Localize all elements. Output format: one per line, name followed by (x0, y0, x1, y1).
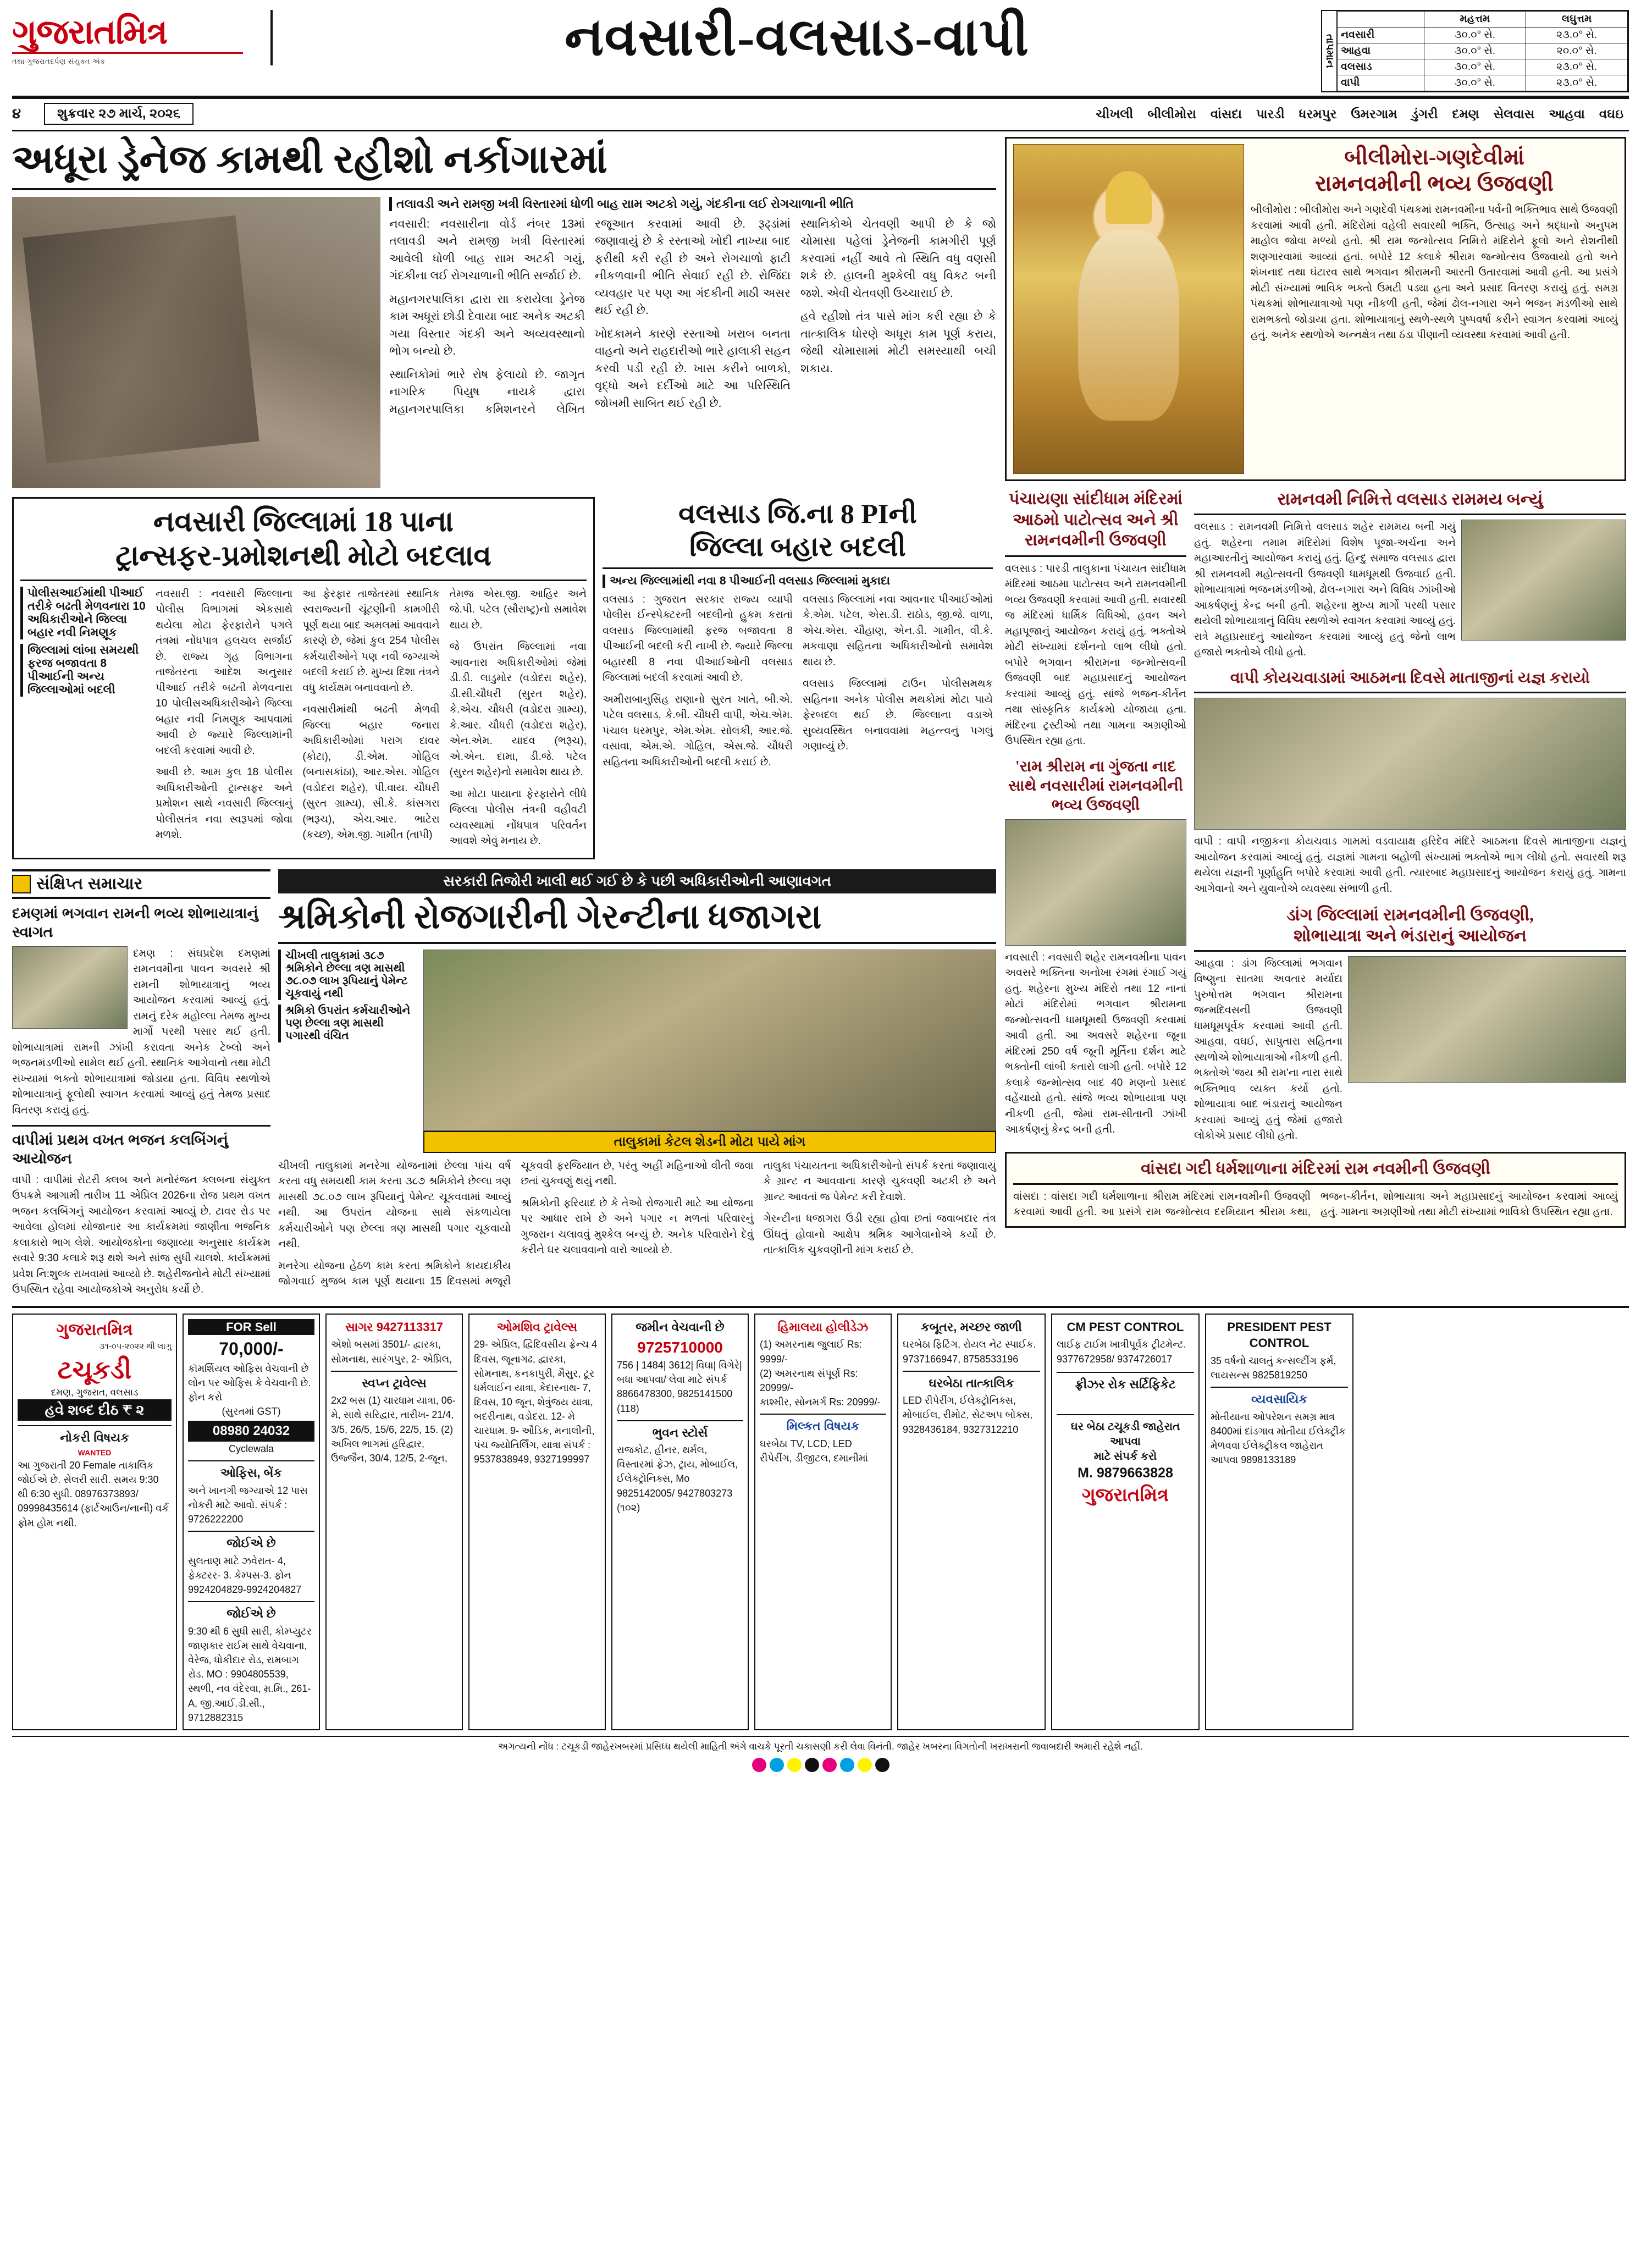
right-column (1005, 137, 1626, 1298)
panchayat-text: વલસાડ : પારડી તાલુકાના પંચાયત સાંદીધામ મંદિરમાં આઠમા પાટોત્સવ અને રામનવમીની ભવ્ય ઉજવણી કરવામાં આવી હતી. સવારથી જ મંદિરમાં ધાર્મિક વિધિઓ, હવન અને મહાપૂજાનું આયોજન કરાયું હતું. ભક્તોએ મોટી સંખ્યામાં દર્શનનો લાભ લીધો હતો. બપોરે ભગવાન શ્રીરામના જન્મોત્સવની ઉજવણી બાદ મહાપ્રસાદનું આયોજન કરવામાં આવ્યું હતું. સાંજે ભજન-કીર્તન તથા સાંસ્કૃતિક કાર્યક્રમો યોજાયા હતા. મંદિરના ટ્રસ્ટીઓ તથા ગામના અગ્રણીઓ ઉપસ્થિત રહ્યા હતા. (1005, 562, 1186, 747)
edition-item[interactable]: વઘઇ (1599, 106, 1623, 121)
paragraph: સ્થાનિકોએ ચેતવણી આપી છે કે જો ચોમાસા પહેલાં ડ્રેનેજની કામગીરી પૂર્ણ કરવામાં નહીં આવે તો સ્થિતિ વધુ વણસી શકે છે. હાલની મુશ્કેલી વધુ વિકટ બની જશે. એવી ચેતવણી ઉચ્ચારાઈ છે. (800, 217, 996, 300)
for-sell-subnote: (સુરતમાં GST) (222, 1405, 281, 1417)
paragraph: મહાનગરપાલિકા દ્વારા રાા કરાયેલા ડ્રેનેજ કામ અધૂરાં છોડી દેવાયા બાદ અનેક અટકી ગયા વિસ્તાર ગંદકી અને અવ્યવસ્થાનો ભોગ બન્યો છે. (389, 293, 585, 358)
right-mid-block (1005, 489, 1626, 1144)
transfer-kicker-2: જિલ્લામાં લાંબા સમયથી ફરજ બજાવતા 8 પીઆઈની અન્ય જિલ્લાઓમાં બદલી (20, 644, 147, 697)
builders-text: ઘરબેઠા TV, LCD, LED રીપેરીંગ, ડીજીટલ, દમાનીમાં (760, 1438, 869, 1464)
labour-topbar: સરકારી તિજોરી ખાલી થઈ ગઈ છે કે પછી અધિકારીઓની આણાવગત (278, 869, 996, 893)
valsad-ramnavmi-story (1194, 489, 1626, 1144)
gunja-text: નવસારી : નવસારી શહેર રામનવમીના પાવન અવસરે ભક્તિના અનોખા રંગમાં રંગાઈ ગયું હતું. શહેરના મુખ્ય મંદિરો તથા 12 નાનાં મોટાં મંદિરોમાં ભગવાન શ્રીરામના જન્મોત્સવની ધામધૂમથી ઉજવણી કરવામાં આવી હતી. આ અવસરે શહેરના જૂના મંદિરમાં 250 વર્ષ જૂની મૂર્તિના દર્શન માટે ભક્તોની લાંબી કતારો લાગી હતી. બપોરે 12 કલાકે જન્મોત્સવ બાદ 40 મણનો પ્રસાદ વહેંચાયો હતો. સાંજે ભવ્ય શોભાયાત્રા પણ નીકળી હતી, જેમાં રામ-સીતાની ઝાંખી આકર્ષણનું કેન્દ્ર બની હતી. (1005, 951, 1186, 1135)
travel-subtitle-1: સ્વપ્ન ટ્રાવેલ્સ (331, 1371, 457, 1392)
travel-ad-2 (468, 1314, 606, 1730)
valsad-title-line2: જિલ્લા બહાર બદલી (689, 531, 906, 562)
transfer-body (156, 587, 587, 852)
lead-story (12, 197, 996, 488)
publication-logo (12, 10, 270, 66)
temp-col-min: લઘુત્તમ (1526, 12, 1628, 27)
temp-max: ૩૦.૦° સે. (1424, 75, 1526, 91)
logo-subtitle: તથા ગુજરાતદર્પણ સંયુક્ત અંક (12, 57, 106, 65)
edition-list (203, 107, 1629, 122)
section-marker-icon (12, 875, 31, 893)
temp-max: ૩૦.૦° સે. (1424, 59, 1526, 75)
wanted-badge: WANTED (78, 1448, 112, 1458)
bilimora-text: બીલીમોરા : બીલીમોરા અને ગણદેવી પંથકમાં રામનવમીના પર્વની ભક્તિભાવ સાથે ઉજવણી કરવામાં આવી હતી. મંદિરોમાં વહેલી સવારથી ભક્તિ, ઉત્સાહ અને શ્રદ્ધાનો અનુપમ માહોલ જોવા મળ્યો હતો. શ્રી રામ જન્મોત્સવ નિમિત્તે મંદિરોને ફૂલો અને રોશનીથી શણગારવામાં આવ્યાં હતાં. બપોરે 12 કલાકે શ્રીરામ જન્મોત્સવ ઉજવાયો હતો અને શંખનાદ તથા ઘંટારવ સાથે ભગવાન શ્રીરામની આરતી ઉતારવામાં આવી હતી. આ પ્રસંગે મોટી સંખ્યામાં ભાવિક ભક્તો ઉમટી પડ્યા હતા અને પ્રસાદ વિતરણ કરાયું હતું. સમગ્ર પંથકમાં શોભાયાત્રાઓ પણ નીકળી હતી, જેમાં ઢોલ-નગારા અને ભજન મંડળીઓ સાથે રામભક્તો જોડાયા હતા. શોભાયાત્રાનું સ્થળે-સ્થળે પુષ્પવર્ષા કરીને સ્વાગત કરવામાં આવ્યું હતું. અનેક સ્થળોએ અન્નક્ષેત્ર તથા ઠંડા પીણાની વ્યવસ્થા કરવામાં આવી હતી. (1251, 204, 1618, 341)
joieye-text-2: 9:30 થી 6 સુધી સારી, કોમ્પ્યુટર જાણકાર રાઈમ સાથે વેચવાના, વેરેજ, ધોકીદાર રોડ, રામબાગ રોડ. MO : 9904805539, સ્થળી, નવ વંદેરવા, મ્ર.મિ., 261- A, જી.આઈ.ડી.સી., 9712882315 (188, 1626, 312, 1723)
temp-max: ૩૦.૦° સે. (1424, 43, 1526, 59)
holiday-line-3: કાશ્મીર, સોનમર્ગ Rs: 20999/- (760, 1396, 881, 1408)
paragraph: નવસારીમાંથી બઢતી મેળવી જિલ્લા બહાર જનારા અધિકારીઓમાં પરાગ દાવર (કોટા), ડી.એમ. ગોહિલ (બનાસકાંઠા), આર.એસ. ગોહિલ (વડોદરા શહેર), પી.વાય. ચૌધરી (સુરત ગ્રામ્ય), સી.કે. કાંસગરા (ભરૂચ), એચ.આર. ભાટેરા (કચ્છ), એમ.જી. ગામીત (તાપી) (302, 704, 440, 841)
paragraph: વલસાડ જિલ્લામાં ટાઉન પોલીસમથક સહિતના અનેક પોલીસ મથકોમાં મોટા પાયે ફેરબદલ થઈ છે. જિલ્લાના વડાએ સુવ્યવસ્થિત બનાવવામાં મહત્ત્વનું પગલું ગણાવ્યું છે. (803, 678, 993, 753)
dang-procession-photo (1348, 956, 1626, 1083)
panchayat-story (1005, 489, 1186, 1144)
paragraph: તેમજ એસ.જી. આહિર અને જે.પી. પટેલ (સૌરાષ્ટ્ર)નો સમાવેશ થાય છે. (449, 588, 587, 631)
brief-item-text: વાપી : વાપીમાં રોટરી ક્લબ અને મનોરંજન ક્લબના સંયુક્ત ઉપક્રમે આગામી તારીખ 11 એપ્રિલ 2026ના રોજ પ્રથમ વખત ભજન કલબિંગનું આયોજન કરવામાં આવ્યું છે. ટાવર રોડ પર આવેલા હોલમાં યોજાનાર આ કાર્યક્રમમાં જાણીતા ભજનિક કલાકારો ભાગ લેશે. આયોજકોના જણાવ્યા અનુસાર કાર્યક્રમ સવારે 9:30 કલાકે શરૂ થશે અને સાંજ સુધી ચાલશે. કાર્યક્રમમાં પ્રવેશ નિ:શુલ્ક રાખવામાં આવ્યો છે. શહેરીજનોને મોટી સંખ્યામાં ઉપસ્થિત રહેવા આયોજકોએ અનુરોધ કર્યો છે. (12, 1174, 270, 1296)
temp-city: વાપી (1338, 75, 1424, 91)
holiday-line-2: (2) અમરનાથ સંપૂર્ણ Rs: 20999/- (760, 1367, 858, 1393)
story-title-line1: નવસારી જિલ્લામાં 18 પાના (153, 506, 454, 538)
temp-col-blank (1338, 12, 1424, 27)
labour-kicker-1: ચીખલી તાલુકામાં ૩૮૭ શ્રમિકોને છેલ્લા ત્રણ માસથી ૭૮.૦૭ લાખ રૂપિયાનું પેમેન્ટ ચૂકવાયું નથી (278, 950, 416, 1000)
pest-ad-column-2 (1051, 1314, 1200, 1730)
color-dot (770, 1758, 784, 1772)
paragraph: અમીરાબાનુસિંહ રાણાનો સુરત ખાતે, બી.એ. પટેલ વલસાડ, કે.બી. ચૌધરી વાપી, એચ.એમ. પંચાલ ધરમપુર, એમ.એમ. સોલંકી, આર.જે. વસાવા, એમ.એ. ગોહિલ, એસ.જે. ચૌધરી સહિતના અધિકારીઓની બદલી કરાઈ છે. (603, 693, 793, 768)
temp-city: નવસારી (1338, 27, 1424, 43)
travel-subtext-1: 2x2 બસ (1) ચારધામ યાત્રા, 06- મે, સાથે સરિદ્વાર, તારીખ- 21/4, 3/5, 26/5, 15/6, 22/5, 15. (2) અખિલ ભાગમાં હરિદ્વાર, ઉજ્જૈન, 30/4, 12/5, 2-જૂન, (331, 1395, 456, 1464)
edition-item[interactable]: આહવા (1549, 106, 1585, 121)
valsad-kicker: અન્ય જિલ્લામાંથી નવા 8 પીઆઈની વલસાડ જિલ્લામાં મુકાદા (603, 575, 993, 588)
brand-ad (12, 1314, 177, 1730)
paragraph: શ્રમિકોની ફરિયાદ છે કે તેઓ રોજગારી માટે આ યોજના પર આધાર રાખે છે અને પગાર ન મળતાં પરિવારનું ગુજરાન ચલાવવું મુશ્કેલ બન્યું છે. અનેક પરિવારોને દેવું કરીને ઘર ચલાવવાનો વારો આવ્યો છે. (521, 1197, 754, 1256)
color-dot (752, 1758, 766, 1772)
jobs-section-title: નોકરી વિષયક (60, 1430, 129, 1444)
temperature-table (1337, 11, 1628, 91)
joieye-title-2: જોઈએ છે (226, 1607, 276, 1621)
travel-title-2: ઓમશિવ ટ્રાવેલ્સ (496, 1320, 578, 1334)
labour-kicker-2: શ્રમિકો ઉપરાંત કર્મચારીઓને પણ છેલ્લા ત્રણ માસથી પગારથી વંચિત (278, 1005, 416, 1042)
temp-city: આહવા (1338, 43, 1424, 59)
edition-item[interactable]: ચીખલી (1096, 106, 1134, 121)
paragraph: આ મોટા પાયાના ફેરફારોને લીધે જિલ્લા પોલીસ તંત્રની વહીવટી વ્યવસ્થામાં નોંધપાત્ર પરિવર્તન આવશે એવું મનાય છે. (449, 788, 587, 847)
pest-ad-column-1 (897, 1314, 1046, 1730)
transfer-stories (12, 497, 996, 859)
classified-rate-value: ૨ (136, 1401, 145, 1418)
lead-kicker: તલાવડી અને રામજી ખત્રી વિસ્તારમાં ધોળી બાહ રાામ અટકો ગયું, ગંદકીના લઈ રોગચાળાની ભીતિ (389, 197, 996, 211)
builders-title: મિલ્કત વિષયક (786, 1419, 860, 1433)
pest-title-3: CM PEST CONTROL (1067, 1320, 1184, 1334)
temp-min: ૨૩.૦° સે. (1526, 75, 1628, 91)
section-label: સંક્ષિપ્ત સમાચાર (36, 875, 143, 893)
color-dot (805, 1758, 819, 1772)
travel-text-2: 29- એપ્રિલ, દ્વિદિવસીય ફ્રેન્ચ 4 દિવસ, જૂનાગઢ, દ્વારકા, સોમનાથ, કનકાપુરી, મૈસુર, ટૂર ધર્મલાઈન યાત્રા, કેદારનાથ- 7, દિવસ, 10 જૂન, શેત્રુંજય યાત્રા, બદરીનાથ, વડોદરા. 12- મે ચારધામ. 9- ઔડિક, મનાલીની, પંચ જ્યોતિર્લિંગ, યાત્રા સંપર્ક : 9537838949, 9327199997 (474, 1339, 598, 1465)
paragraph: નવસારી : નવસારી જિલ્લાના પોલીસ વિભાગમાં એકસાથે થયેલા મોટા ફેરફારોને પગલે તંત્રમાં નોંધપાત્ર હલચલ સર્જાઈ છે. રાજ્ય ગૃહ વિભાગના તાજેતરના આદેશ અનુસાર પીઆઈ તરીકે બઢતી મેળવનારા 10 પોલીસઅધિકારીઓને જિલ્લા બહાર નવી નિમણૂક આપવામાં આવી છે જ્યારે જિલ્લામાંની બદલી કરવામાં આવી છે. (156, 588, 293, 757)
travel-text-1: એશો બસમાં 3501/- દ્વારકા, સોમનાથ, સારંગપુર, 2- એપ્રિલ, (331, 1339, 452, 1365)
footer-disclaimer: અગત્યની નોંધ : ટચૂકડી જાહેરખબરમાં પ્રસિધ્ધ થયેલી માહિતી અંગે વાચકે પૂરતી ચકાસણી કરી લેવા વિનંતી. જાહેર ખબરના વિગતોની ખરાખરાની જવાબદારી અમારી રહેશે નહીં. (12, 1736, 1629, 1753)
edition-item[interactable]: બીલીમોરા (1147, 106, 1196, 121)
vansda-title: વાંસદા ગદી ધર્મશાળાના મંદિરમાં રામ નવમીની ઉજવણી (1141, 1159, 1490, 1178)
land-title: જમીન વેચવાની છે (636, 1320, 725, 1334)
holiday-line-1: (1) અમરનાથ જુલાઈ Rs: 9999/- (760, 1339, 862, 1365)
lower-left-block (12, 869, 996, 1298)
temp-city: વલસાડ (1338, 59, 1424, 75)
for-sell-amount: 70,000/- (219, 1339, 284, 1359)
vapi-text: વાપી : વાપી નજીકના કોયચવાડ ગામમાં વડવાયાક્ષ હરિદેવ મંદિરે આઠમના દિવસે માતાજીના યજ્ઞનું આયોજન કરવામાં આવ્યું હતું. યજ્ઞમાં ગામના બહોળી સંખ્યામાં ભક્તોએ ભાગ લીધો હતો. સવારથી શરૂ થયેલા યજ્ઞની પૂર્ણાહુતિ બપોરે કરવામાં આવી હતી. ત્યારબાદ મહાપ્રસાદનું આયોજન કરાયું હતું. ગામના આગેવાનો અને યુવાનોએ વ્યવસ્થા સંભાળી હતી. (1194, 836, 1626, 895)
valsad-ramnavmi-text: વલસાડ : રામનવમી નિમિત્તે વલસાડ શહેર રામમય બની ગયું હતું. શહેરના તમામ મંદિરોમાં વિશેષ પૂજા-અર્ચના અને મહાઆરતીનું આયોજન કરાયું હતું. હિન્દુ સમાજ વલસાડ દ્વારા શ્રી રામનવમી મહોત્સવની ઉજવણી ધામધૂમથી ઉજવાઈ હતી. શોભાયાત્રામાં ભજનમંડળીઓ, ઢોલ-નગારા અને વિવિધ ઝાંખીઓ આકર્ષણનું કેન્દ્ર બની હતી. શહેરના મુખ્ય માર્ગો પરથી પસાર થયેલી શોભાયાત્રાનું વિવિધ સ્થળોએ સ્વાગત કરવામાં આવ્યું હતું. રાત્રે મહાપ્રસાદનું આયોજન કરવામાં આવ્યું હતું જેનો લાભ હજારો ભક્તોએ લીધો હતો. (1194, 521, 1456, 659)
paragraph: હવે રહીશો તંત્ર પાસે માંગ કરી રહ્યા છે કે તાત્કાલિક ધોરણે અધૂરા કામ પૂર્ણ કરાય, જેથી ચોમાસામાં મોટી સમસ્યાથી બચી શકાય. (800, 310, 996, 375)
daman-procession-photo (12, 946, 128, 1029)
vansda-story (1005, 1152, 1626, 1228)
edition-item[interactable]: ઉમરગામ (1351, 106, 1397, 121)
pest-title-2: ઘરબેઠા તાત્કાલિક (929, 1376, 1014, 1390)
holiday-ad (754, 1314, 892, 1730)
publication-date: શુક્રવાર ૨૭ માર્ચ, ૨૦૨૬ (44, 103, 194, 125)
valsad-body (603, 592, 993, 771)
valsad-transfer-story (603, 497, 993, 859)
bilimora-title-line2: રામનવમીની ભવ્ય ઉજવણી (1315, 171, 1554, 196)
dang-title-line2: શોભાયાત્રા અને ભંડારાનું આયોજન (1294, 925, 1527, 945)
bhuvan-stores-title: ભુવન સ્ટોર્સ (617, 1420, 743, 1441)
color-dot (875, 1758, 889, 1772)
color-dot (840, 1758, 854, 1772)
temperature-box (1321, 10, 1629, 92)
pest-text-1: ઘરબેઠા ફિટિંગ, રોયલ નેટ સ્પાઈક. 9737166947, 8758533196 (903, 1339, 1036, 1365)
photo-caption: તાલુકામાં કેટલ શેડની મોટા પાયે માંગ (423, 1131, 996, 1153)
paragraph: ચીખલી તાલુકામાં મનરેગા યોજનામાં છેલ્લા પાંચ વર્ષ કરતા વધુ સમયથી કામ કરતા ૩૮૭ શ્રમિકોને છેલ્લા ત્રણ માસથી ૭૮.૦૭ લાખ રૂપિયાનું પેમેન્ટ ચૂકવવામાં આવ્યું નથી. આ ઉપરાંત યોજના સાથે સંકળાયેલા કર્મચારીઓને પણ છેલ્લા ત્રણ માસથી પગાર ચૂકવાયો નથી. (278, 1160, 511, 1250)
bottom-ad-phone[interactable]: M. 9879663828 (1078, 1465, 1173, 1481)
edition-title: નવસારી-વલસાડ-વાપી (564, 8, 1030, 67)
pest-ad-column-3 (1205, 1314, 1353, 1730)
paragraph: આ ફેરફાર તાજેતરમાં સ્થાનિક સ્વરાજ્યની ચૂંટણીની કામગીરી પૂર્ણ થયા બાદ અમલમાં આવવાને કારણે છે, જેમાં કુલ 254 પોલીસ કર્મચારીઓને પણ નવી જગ્યાએ બદલી કરાઈ છે. મુખ્ય દિશા તંત્રને વધુ કાર્યક્ષમ બનાવવાનો છે. (302, 588, 440, 694)
page-number: ૪ (12, 105, 21, 122)
classifieds-section (12, 1306, 1629, 1730)
transfer-kicker-1: પોલીસઆઈમાંથી પીઆઈ તરીકે બઢતી મેળવનારા 10 અધિકારીઓને જિલ્લા બહાર નવી નિમણૂક (20, 587, 147, 639)
pest-title-1: કબૂતર, મચ્છર જાળી (921, 1320, 1022, 1334)
labour-headline: શ્રમિકોની રોજગારીની ગેરન્ટીના ધજાગરા (278, 898, 996, 943)
vapi-title: વાપી કોયચવાડામાં આઠમના દિવસે માતાજીનાં યજ્ઞ કરાયો (1230, 669, 1590, 687)
table-row (1338, 75, 1628, 91)
color-dot (858, 1758, 872, 1772)
bilimora-story (1005, 137, 1626, 481)
table-row (1338, 27, 1628, 43)
lead-body (389, 216, 996, 418)
temple-deity-photo (1005, 819, 1186, 946)
valsad-ramnavmi-title: રામનવમી નિમિત્તે વલસાડ રામમય બન્યું (1277, 489, 1543, 509)
pest-text-3: લાઈફ ટાઈમ ખાત્રીપૂર્વક ટ્રીટમેન્ટ. 9377672958/ 9374726017 (1057, 1339, 1186, 1365)
story-title-line2: ટ્રાન્સફર-પ્રમોશનથી મોટો બદલાવ (115, 540, 491, 572)
table-row (1338, 43, 1628, 59)
temp-col-max: મહત્તમ (1424, 12, 1526, 27)
edition-item[interactable]: ધરમપુર (1299, 106, 1337, 121)
certificate-title: ફ્રીઝર રોક સર્ટિફિકેટ (1075, 1377, 1176, 1391)
labour-work-site-photo (423, 950, 996, 1131)
color-dot (787, 1758, 802, 1772)
paragraph: તાલુકા પંચાયતના અધિકારીઓનો સંપર્ક કરતાં જણાવાયું કે ગ્રાન્ટ ન આવવાના કારણે ચુકવણી અટકી છે અને ગ્રાન્ટ આવતાં જ પેમેન્ટ કરી દેવાશે. (763, 1160, 996, 1203)
valsad-procession-photo (1461, 520, 1626, 641)
brief-item-title: વાપીમાં પ્રથમ વખત ભજન કલબિંગનું આયોજન (12, 1132, 228, 1167)
edition-bar (12, 99, 1629, 131)
paragraph: સ્થાનિકોમાં ભારે રોષ ફેલાયો છે. જાગૃત નાગરિક પિયુષ નાયકે દ્વારા મહાનગરપાલિકા કમિશનરને લેખિત રજૂઆત કરવામાં આવી છે. રૂઢ્ડાંમાં જણાવાયું છે કે રસ્તાઓ ખોદી નાખ્યા બાદ ફરીથી કરી રહી છે અને રોગચાળો ફાટી નીકળવાની ભીતિ સેવાઈ રહી છે. રોજિંદા વ્યવહાર પર પણ આ ગંદકીની માઠી અસર થઈ રહી છે. (389, 217, 791, 416)
drainage-work-photo (12, 197, 380, 488)
office-bank-text: અને ખાનગી જગ્યાએ 12 પાસ નોકરી માટે આવો. સંપર્ક : 9726222200 (188, 1485, 308, 1525)
paragraph: નવસારી: નવસારીના વોર્ડ નંબર 13માં તલાવડી અને રામજી ખત્રી વિસ્તારમાં આવેલી ધોળી બાહ રાામ અટકી ગયું, ગંદકીના લઈ રોગચાળાની ભીતિ સર્જાઈ છે. (389, 217, 585, 283)
labour-body (278, 1158, 996, 1290)
paragraph: વલસાડ જિલ્લામાં નવા આવનાર પીઆઈઓમાં કે.એમ. પટેલ, એસ.ડી. રાઠોડ, જી.જે. વાળા, એચ.એસ. ચૌહાણ, એન.ડી. ગામીત, વી.કે. મકવાણા સહિતના અધિકારીઓનો સમાવેશ થાય છે. (803, 593, 993, 668)
masthead (12, 10, 1629, 99)
logo-text: ગુજરાતમિત્ર (12, 14, 168, 51)
for-sell-note: કૉમર્શિયલ ઓફિસ વેચવાની છે લોન પર ઓફિસ કે વેચવાની છે. ફોન કરો (188, 1362, 311, 1403)
edition-item[interactable]: ડુંગરી (1411, 106, 1438, 121)
gunja-title: 'રામ શ્રીરામ ના ગુંજતા નાદ સાથે નવસારીમાં રામનવમીની ભવ્ય ઉજવણી (1008, 758, 1184, 814)
land-ad (611, 1314, 749, 1730)
pest-title-4: PRESIDENT PEST CONTROL (1227, 1320, 1331, 1350)
bottom-ad-line-1: ઘર બેઠા ટચૂકડી જાહેરાત આપવા (1070, 1421, 1180, 1448)
dang-text: આહવા : ડાંગ જિલ્લામાં ભગવાન વિષ્ણુના સાતમા અવતાર મર્યાદા પુરુષોત્તમ ભગવાન શ્રીરામના જન્મદિવસની ઉજવણી ધામધૂમપૂર્વક કરવામાં આવી હતી. આહવા, વઘઈ, સાપુતારા સહિતના સ્થળોએ શોભાયાત્રાઓ નીકળી હતી. ભક્તોએ 'જય શ્રી રામ'ના નારા સાથે ભક્તિભાવ વ્યક્ત કર્યો હતો. શોભાયાત્રા બાદ ભંડારાનું આયોજન કરવામાં આવ્યું હતું જેમાં હજારો લોકોએ પ્રસાદ લીધો હતો. (1194, 957, 1342, 1142)
paragraph: ખોદકામને કારણે રસ્તાઓ ખરાબ બનતા વાહનો અને રાહદારીઓ ભારે હાલાકી સહન કરવી પડી રહી છે. ખાસ કરીને બાળકો, વૃદ્ધો અને દર્દીઓ માટે આ પરિસ્થિતિ જોખમી સાબિત થઈ રહી છે. (595, 327, 791, 410)
edition-item[interactable]: પારડી (1256, 106, 1285, 121)
bhuvan-stores-text: રાજકોટ, હીનર, થર્મલ, વિસ્તારમાં ફ્રેઝ, ટ્રાય, મોબાઈલ, ઈલેક્ટ્રોનિક્સ, Mo 9825142005/ 9427803273 (૧૦૨) (617, 1444, 738, 1513)
for-sell-tag: Cyclewala (228, 1443, 274, 1455)
pest-text-2: LED રીપેરીંગ, ઈલેક્ટ્રોનિક્સ, મોબાઈલ, રીમોટ, સેટઅપ બોક્સ, 9328436184, 9327312210 (903, 1395, 1033, 1435)
edition-item[interactable]: દમણ (1452, 106, 1479, 121)
table-row (1338, 59, 1628, 75)
for-sell-phone[interactable]: 08980 24032 (188, 1421, 314, 1442)
vyavsayik-title: વ્યવસાયિક (1251, 1392, 1307, 1406)
vansda-text: વાંસદા : વાંસદા ગદી ધર્મશાળાના શ્રીરામ મંદિરમાં રામનવમીની ઉજવણી કરવામાં આવી હતી. આ પ્રસંગે રામ જન્મોત્સવ દરમિયાન શ્રીરામ કથા, ભજન-કીર્તન, શોભાયાત્રા અને મહાપ્રસાદનું આયોજન કરવામાં આવ્યું હતું. ગામના અગ્રણીઓ તથા મોટી સંખ્યામાં ભાવિકો ઉપસ્થિત રહ્યા હતા. (1013, 1190, 1618, 1218)
for-sell-ad (183, 1314, 320, 1730)
for-sell-title: FOR Sell (188, 1319, 314, 1336)
office-bank-title: ઓફિસ, બેંક (220, 1466, 282, 1480)
temp-min: ૨૦.૦° સે. (1526, 43, 1628, 59)
temp-max: ૩૦.૦° સે. (1424, 27, 1526, 43)
brief-item-text: દમણ : સંઘપ્રદેશ દમણમાં રામનવમીના પાવન અવસરે શ્રી રામની શોભાયાત્રાનું ભવ્ય આયોજન કરવામાં આવ્યું હતું. રામનું દરેક મહોલ્લા તેમજ મુખ્ય માર્ગો પરથી પસાર થઈ હતી. શોભાયાત્રામાં રામની ઝાંખી કરાવતા અનેક ટેબ્લો અને ભજનમંડળીઓ સામેલ થઈ હતી. સ્થાનિક આગેવાનો તથા મોટી સંખ્યામાં ભક્તો શોભાયાત્રામાં જોડાયા હતા. વિવિધ સ્થળોએ શોભાયાત્રાનું ફૂલોથી સ્વાગત કરવામાં આવ્યું હતું તેમજ પ્રસાદ વિતરણ કરાયું હતું. (12, 947, 270, 1116)
paragraph: આવી છે. આમ કુલ 18 પોલીસ અધિકારીઓની ટ્રાન્સફર અને પ્રમોશન સાથે નવસારી જિલ્લાનું પોલીસતંત્ર નવા સ્વરૂપમાં જોવા મળશે. (156, 766, 293, 841)
classified-title: ટચૂકડી (57, 1355, 132, 1384)
panchayat-title: પંચાયણા સાંદીધામ મંદિરમાં આઠમો પાટોત્સવ અને શ્રી રામનવમીની ઉજવણી (1008, 490, 1183, 549)
edition-title-wrap (270, 10, 1321, 65)
paragraph: વલસાડ : ગુજરાત સરકાર રાજ્ય વ્યાપી પોલીસ ઈન્સ્પેક્ટરની બદલીનો હુકમ કરાતાં વલસાડ જિલ્લામાંથી ફરજ બજાવતા 8 પીઆઈની બદલી કરી નાખી છે. જ્યારે જિલ્લા બહારથી 8 નવા પીઆઈઓની વલસાડ જિલ્લામાં બદલી કરવામાં આવી છે. (603, 593, 793, 684)
labour-story (278, 869, 996, 1298)
logo-rule (12, 52, 243, 54)
valsad-title-line1: વલસાડ જિ.ના 8 PIની (678, 498, 917, 529)
pest-text-4: 35 વર્ષનો ચાલતું કન્સલ્ટીંગ ફર્મ, લાયસન્સ 9825819250 (1211, 1355, 1336, 1381)
dang-title-line1: ડાંગ જિલ્લામાં રામનવમીની ઉજવણી, (1286, 905, 1534, 925)
bottom-ad-line-2: માટે સંપર્ક કરો (1093, 1450, 1157, 1463)
bottom-ad-logo: ગુજરાતમિત્ર (1081, 1485, 1169, 1506)
brand-effective-date: ૩૧-૦૫-૨૦૨૨ થી લાગુ (99, 1342, 172, 1351)
left-column (12, 137, 996, 1298)
joieye-title-1: જોઈએ છે (226, 1536, 276, 1550)
jobs-ad-text: આ ગુજરાતી 20 Female તાકાલિક જોઈએ છે. સેલરી સારી. સમય 9:30 થી 6:30 સુધી. 08976373893/ 09998435614 (ફાર્ટઆઉન/નાની) વર્ક ફ્રોમ હોમ નથી. (18, 1460, 169, 1528)
color-registration-bar (12, 1753, 1629, 1772)
lead-headline: અધૂરા ડ્રેનેજ કામથી રહીશો નર્કાગારમાં (12, 137, 996, 190)
edition-item[interactable]: વાંસદા (1210, 106, 1242, 121)
paragraph: મનરેગા યોજના હેઠળ કામ કરતા શ્રમિકોને કાયદાકીય જોગવાઈ મુજબ કામ પૂર્ણ થયાના 15 દિવસમાં મજૂરી ચૂકવવી ફરજિયાત છે, પરંતુ અહીં મહિનાઓ વીતી જવા છતાં ચુકવણું થયું નથી. (278, 1160, 754, 1288)
land-phone[interactable]: 9725710000 (637, 1339, 723, 1356)
ram-idol-photo (1013, 144, 1244, 474)
classified-regions: દમણ, ગુજરાત, વલસાડ (51, 1387, 139, 1398)
bilimora-title-line1: બીલીમોરા-ગણદેવીમાં (1344, 145, 1525, 169)
color-dot (822, 1758, 837, 1772)
brand-logo: ગુજરાતમિત્ર (56, 1320, 133, 1339)
land-text: 756 | 1484| 3612| વિઘા| વિગેરે| બધા આપવા/ લેવા માટે સંપર્ક 8866478300, 9825141500 (118) (617, 1360, 742, 1414)
edition-item[interactable]: સેલવાસ (1493, 106, 1535, 121)
paragraph: જે ઉપરાંત જિલ્લામાં નવા આવનારા અધિકારીઓમાં જેમાં ડી.ડી. લાડુમોર (વડોદરા શહેર), ડી.સી.ચૌધરી (સુરત શહેર), કે.એચ. ચૌધરી (વડોદરા ગ્રામ્ય), કે.આર. ચૌધરી (વડોદરા શહેર), એન.એમ. યાદવ (ભરૂચ), એ.એન. દામા, ડી.જે. પટેલ (સુરત શહેર)નો સમાવેશ થાય છે. (449, 641, 587, 779)
brief-item-title: દમણમાં ભગવાન રામની ભવ્ય શોભાયાત્રાનું સ્વાગત (12, 905, 258, 940)
temperature-label: તાપમાન (1322, 11, 1337, 91)
certificate-text: મોતીયાના ઓપરેશન સમગ્ર માત્ર 8400માં દાંડગાવ મોતીયા ઈલેક્ટ્રીક મેળવવા ઈલેક્ટ્રીકલ જાહેરાત આપવા 9898133189 (1211, 1411, 1346, 1466)
navsari-transfer-story (12, 497, 595, 859)
travel-ad-1 (325, 1314, 463, 1730)
yagna-ritual-photo (1194, 698, 1626, 830)
joieye-text-1: સુલતાણ માટે ઝવેરાત- 4, ફેક્ટરર- 3. કેમ્પસ-3. ફોન 9924204829-9924204827 (188, 1555, 302, 1596)
classified-rate-label: હવે શબ્દ દીઠ ₹ (45, 1401, 132, 1418)
travel-title-1: સાગર 9427113317 (345, 1320, 443, 1334)
content-grid (12, 137, 1629, 1298)
holiday-title: હિમાલયા હોલીડેઝ (777, 1320, 869, 1334)
temp-min: ૨૩.૦° સે. (1526, 59, 1628, 75)
temp-min: ૨૩.૦° સે. (1526, 27, 1628, 43)
paragraph: ગેરન્ટીના ધજાગરા ઉડી રહ્યા હોવા છતાં જવાબદાર તંત્ર ઊંઘતું હોવાનો આક્ષેપ શ્રમિક આગેવાનોએ કર્યો છે. તાત્કાલિક ચુકવણીની માંગ કરાઈ છે. (763, 1213, 996, 1256)
brief-news-column (12, 869, 270, 1298)
